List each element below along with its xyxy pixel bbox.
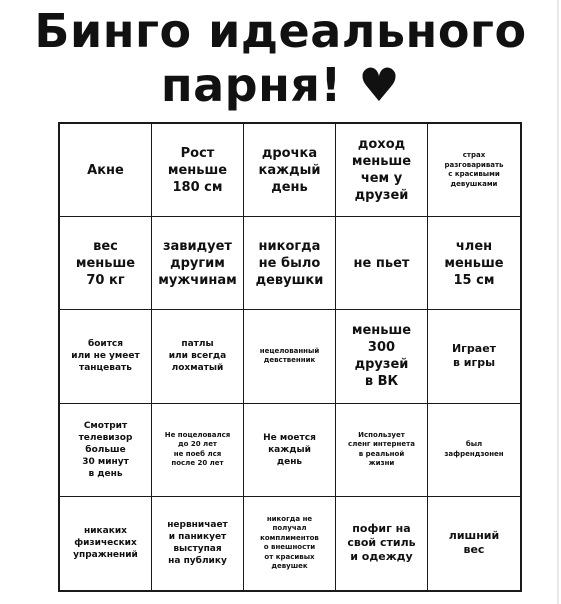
bingo-cell: Использует сленг интернета в реальной жизни xyxy=(336,404,428,497)
bingo-cell: был зафрендзонен xyxy=(428,404,520,497)
bingo-cell: не пьет xyxy=(336,217,428,310)
bingo-cell: Не моется каждый день xyxy=(244,404,336,497)
bingo-cell: нецелованный девственник xyxy=(244,310,336,403)
bingo-cell: завидует другим мужчинам xyxy=(152,217,244,310)
bingo-cell: Играет в игры xyxy=(428,310,520,403)
bingo-cell: патлы или всегда лохматый xyxy=(152,310,244,403)
bingo-cell: лишний вес xyxy=(448,529,500,557)
bingo-cell: боится или не умеет танцевать xyxy=(60,310,152,403)
bingo-cell: дрочка каждый день xyxy=(244,124,336,217)
bingo-cell: никогда не было девушки xyxy=(244,217,336,310)
title-line-2 xyxy=(0,58,561,112)
bingo-cell: доход меньше чем у друзей xyxy=(336,124,428,217)
bingo-cell: никогда не получал комплиментов о внешности от красивых девушек xyxy=(244,497,336,590)
bingo-cell: нервничает и паникует выступая на публику xyxy=(152,497,244,590)
bingo-cell: вес меньше 70 кг xyxy=(60,217,152,310)
bingo-cell: Акне xyxy=(60,124,152,217)
title-line-1: Бинго идеального xyxy=(34,4,527,58)
bingo-cell: страх разговаривать с красивыми девушками xyxy=(428,124,520,217)
bingo-cell: пофиг на свой стиль и одежду xyxy=(336,497,428,590)
bingo-cell: никаких физических упражнений xyxy=(60,497,152,590)
bingo-cell: меньше 300 друзей в ВК xyxy=(336,310,428,403)
bingo-cell: Смотрит телевизор больше 30 минут в день xyxy=(60,404,152,497)
bingo-cell: член меньше 15 см xyxy=(428,217,520,310)
bingo-grid xyxy=(58,122,522,592)
title-line-2-text: парня! xyxy=(160,58,342,112)
bingo-cell: Не поцеловался до 20 лет не поеб лся после 20 лет xyxy=(152,404,244,497)
image-edge-divider xyxy=(557,0,559,604)
bingo-cell: Рост меньше 180 см xyxy=(152,124,244,217)
page-title xyxy=(0,4,561,112)
heart-icon: ♥ xyxy=(358,58,401,112)
